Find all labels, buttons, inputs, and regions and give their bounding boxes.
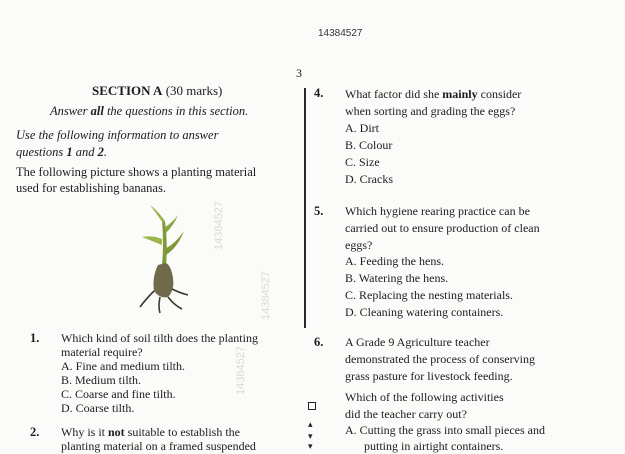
question-5-option-d: D. Cleaning watering containers. xyxy=(345,305,504,319)
question-4-number: 4. xyxy=(314,86,324,100)
document-id: 14384527 xyxy=(318,28,363,39)
question-5-option-c: C. Replacing the nesting materials. xyxy=(345,288,513,302)
watermark: 14384527 xyxy=(213,201,225,250)
question-6-line-5: did the teacher carry out? xyxy=(345,407,467,421)
section-marks: (30 marks) xyxy=(165,83,223,98)
question-1-option-a: A. Fine and medium tilth. xyxy=(61,359,185,373)
question-6-option-a-line-1: A. Cutting the grass into small pieces and xyxy=(345,423,545,437)
question-1-option-b: B. Medium tilth. xyxy=(61,373,142,387)
question-5-line-2: carried out to ensure production of clean xyxy=(345,221,540,235)
info-line-1: Use the following information to answer xyxy=(16,128,219,142)
info-line-2: questions 1 and 2. xyxy=(16,145,107,159)
section-heading xyxy=(92,83,222,99)
question-4-line-2: when sorting and grading the eggs? xyxy=(345,104,516,118)
question-6-number: 6. xyxy=(314,335,324,349)
question-4-option-c: C. Size xyxy=(345,155,380,169)
description-line-1: The following picture shows a planting material xyxy=(16,165,257,179)
question-6-line-2: demonstrated the process of conserving xyxy=(345,352,535,366)
question-1-line-2: material require? xyxy=(61,345,143,359)
section-instruction: Answer all the questions in this section. xyxy=(50,104,249,118)
gutter-arrow-icon: ▴ xyxy=(308,420,313,430)
gutter-arrow-icon: ▾ xyxy=(308,432,313,442)
section-title: SECTION A xyxy=(92,83,163,98)
question-6-option-a-line-2: putting in airtight containers. xyxy=(364,439,504,453)
question-6-line-3: grass pasture for livestock feeding. xyxy=(345,369,513,383)
question-4-option-b: B. Colour xyxy=(345,138,393,152)
column-divider xyxy=(304,88,306,328)
question-5-line-3: eggs? xyxy=(345,238,373,252)
question-6-line-1: A Grade 9 Agriculture teacher xyxy=(345,335,490,349)
description-line-2: used for establishing bananas. xyxy=(16,181,166,195)
page-number: 3 xyxy=(296,66,302,80)
question-2-number: 2. xyxy=(30,425,40,439)
question-1-line-1: Which kind of soil tilth does the planting xyxy=(61,331,258,345)
watermark: 14384527 xyxy=(260,271,272,320)
question-1-number: 1. xyxy=(30,331,40,345)
question-2-line-2: planting material on a framed suspended xyxy=(61,439,256,453)
question-5-number: 5. xyxy=(314,204,324,218)
question-4-line-1: What factor did she mainly consider xyxy=(345,87,522,101)
question-1-option-d: D. Coarse tilth. xyxy=(61,401,135,415)
question-4-option-d: D. Cracks xyxy=(345,172,393,186)
question-4-option-a: A. Dirt xyxy=(345,121,379,135)
question-5-line-1: Which hygiene rearing practice can be xyxy=(345,204,530,218)
question-6-line-4: Which of the following activities xyxy=(345,390,504,404)
question-2-line-1: Why is it not suitable to establish the xyxy=(61,425,240,439)
question-5-option-b: B. Watering the hens. xyxy=(345,271,449,285)
gutter-box-marker xyxy=(308,402,316,410)
banana-sucker-image xyxy=(138,203,190,315)
gutter-arrow-icon: ▾ xyxy=(308,442,313,452)
question-5-option-a: A. Feeding the hens. xyxy=(345,254,444,268)
watermark: 14384527 xyxy=(235,346,247,395)
question-1-option-c: C. Coarse and fine tilth. xyxy=(61,387,176,401)
